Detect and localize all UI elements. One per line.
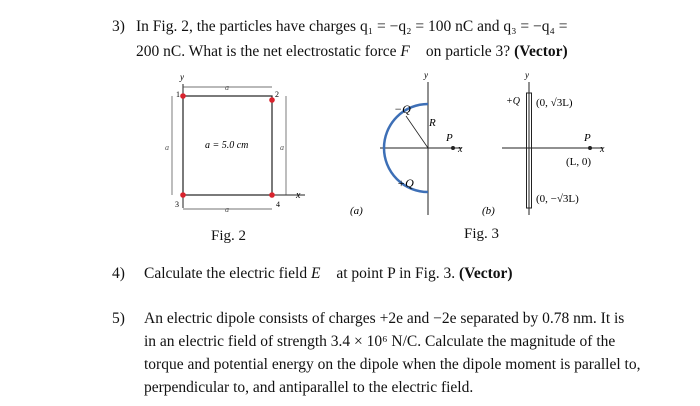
- question-3-text-part-a: 200 nC. What is the net electrostatic force: [136, 43, 401, 60]
- fig3b-diagram: [502, 70, 605, 215]
- fig3a-radius-label: R: [429, 117, 436, 129]
- fig2-particle-2: [269, 97, 275, 103]
- fig3a-point-label: P: [446, 132, 453, 144]
- fig2-y-label: y: [180, 72, 184, 82]
- fig2-caption: Fig. 2: [211, 228, 247, 244]
- fig3-caption: Fig. 3: [464, 226, 500, 242]
- question-5-line-2: in an electric field of strength 3.4 × 10⁶ N/C. Calculate the magnitude of the: [144, 333, 616, 350]
- force-vector-symbol: F⃗: [400, 43, 422, 60]
- fig3a-diagram: [380, 70, 463, 215]
- question-4-vector-tag: (Vector): [458, 265, 513, 282]
- fig2-top-a-label: a: [225, 83, 229, 92]
- fig2-label-4: 4: [276, 200, 280, 209]
- question-4-text-part-a: Calculate the electric field: [144, 265, 311, 282]
- fig2-bottom-a-label: a: [225, 205, 229, 214]
- question-5-line-1: An electric dipole consists of charges +2e and −2e separated by 0.78 nm. It is: [144, 310, 625, 327]
- fig2-particle-1: [180, 93, 186, 99]
- fig3b-point-label: P: [584, 132, 591, 144]
- fig2-diagram: [165, 72, 305, 214]
- fig2-right-a-label: a: [280, 143, 284, 152]
- fig3b-y-label: y: [525, 70, 529, 80]
- fig3a-pos-q-label: +Q: [397, 176, 414, 190]
- fig2-left-a-label: a: [165, 143, 169, 152]
- fig3b-x-label: x: [600, 144, 605, 155]
- question-4-text-part-b: at point P in Fig. 3.: [332, 265, 459, 282]
- fig2-x-label: x: [296, 190, 301, 201]
- fig3a-radius-line: [406, 116, 428, 148]
- fig2-label-2: 2: [275, 90, 279, 99]
- question-4-text: [144, 265, 513, 283]
- question-5-number: 5): [112, 310, 125, 327]
- question-3-number: 3): [112, 18, 125, 35]
- fig3a-y-label: y: [424, 70, 428, 80]
- fig3-sub-b-label: (b): [482, 205, 495, 217]
- fig2-label-1: 1: [176, 90, 180, 99]
- fig2-particle-4: [269, 192, 275, 198]
- fig3b-point-coord: (L, 0): [566, 156, 592, 168]
- question-3-line-1: In Fig. 2, the particles have charges q₁ = −q₂ = 100 nC and q₃ = −q₄ =: [136, 18, 568, 35]
- fig2-dimension-text: a = 5.0 cm: [205, 140, 249, 151]
- question-5-line-4: perpendicular to, and antiparallel to the electric field.: [144, 379, 474, 396]
- fig3b-point-p: [588, 146, 592, 150]
- question-5-line-3: torque and potential energy on the dipole when the dipole moment is parallel to,: [144, 356, 641, 373]
- fig3a-neg-q-label: −Q: [394, 102, 411, 116]
- fig3a-x-label: x: [458, 144, 463, 155]
- fig3a-point-p: [451, 146, 455, 150]
- question-3-vector-tag: (Vector): [514, 43, 568, 60]
- question-3-text-part-b: on particle 3?: [421, 43, 515, 60]
- fig3-sub-a-label: (a): [350, 205, 363, 217]
- fig2-particle-3: [180, 192, 186, 198]
- question-4-number: 4): [112, 265, 125, 282]
- fig3b-pos-q-label: +Q: [506, 96, 520, 107]
- fig3b-top-coord: (0, √3L): [536, 97, 573, 109]
- field-vector-symbol: E⃗: [310, 265, 333, 282]
- fig3b-bottom-coord: (0, −√3L): [536, 193, 579, 205]
- fig2-label-3: 3: [175, 200, 179, 209]
